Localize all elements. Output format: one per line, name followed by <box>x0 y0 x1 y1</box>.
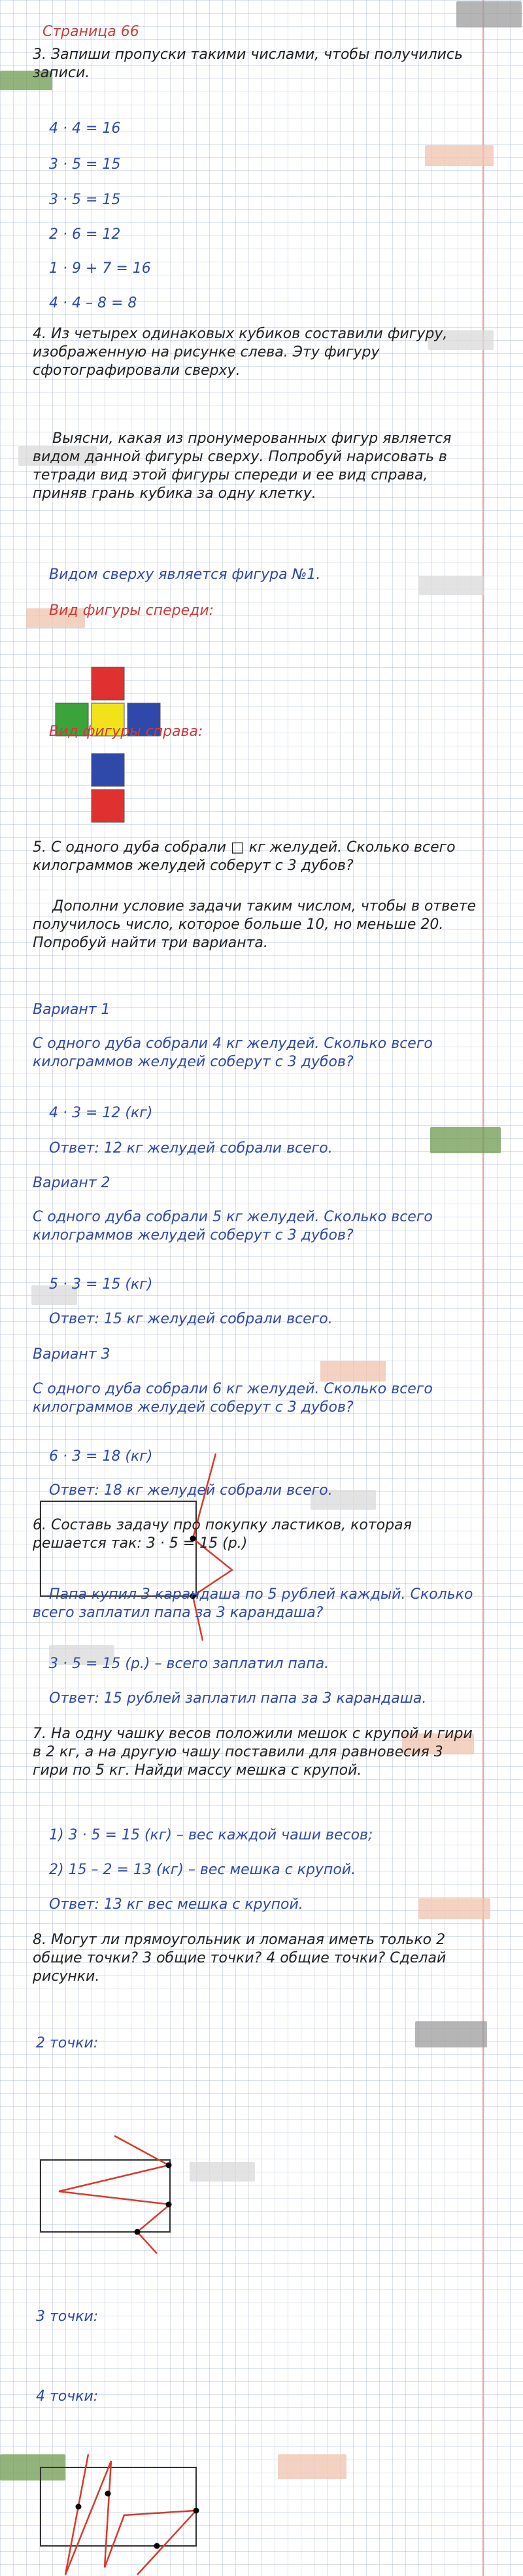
task5-text: Дополни условие задачи таким числом, чтобы в ответе получилось число, которое больше 10, но меньше 20. Попробуй найти три варианта. <box>33 898 481 951</box>
task3-line: 4 · 4 = 16 <box>49 120 121 137</box>
variant-calc: 4 · 3 = 12 (кг) <box>49 1105 153 1121</box>
variant-text: С одного дуба собрали 5 кг желудей. Сколько всего килограммов желудей соберут с 3 дубов? <box>33 1209 437 1244</box>
task6-answer: Ответ: 15 рублей заплатил папа за 3 карандаша. <box>49 1690 427 1707</box>
intersection-point <box>154 2543 160 2549</box>
variant-answer: Ответ: 12 кг желудей собрали всего. <box>49 1140 333 1157</box>
task3-line: 3 · 5 = 15 <box>49 192 121 208</box>
variant-calc: 5 · 3 = 15 (кг) <box>49 1276 153 1293</box>
intersection-point <box>166 2202 172 2208</box>
rectangle <box>41 2467 196 2546</box>
task5-heading: 5. С одного дуба собрали □ кг желудей. Сколько всего килограммов желудей соберут с 3 дубов? <box>33 839 460 874</box>
variant-label: Вариант 1 <box>33 1001 110 1018</box>
task4-heading: 4. Из четырех одинаковых кубиков составили фигуру, изображенную на рисунке слева. Эту фигуру сфотографировали сверху. <box>33 326 452 379</box>
right-view-figure <box>92 754 124 822</box>
variant-answer: Ответ: 15 кг желудей собрали всего. <box>49 1311 333 1327</box>
variant-label: Вариант 3 <box>33 1346 110 1363</box>
intersection-point <box>166 2163 172 2168</box>
task8-heading: 8. Могут ли прямоугольник и ломаная иметь только 2 общие точки? 3 общие точки? 4 общие точки? Сделай рисунки. <box>33 1932 451 1985</box>
variant-text: С одного дуба собрали 6 кг желудей. Сколько всего килограммов желудей соберут с 3 дубов? <box>33 1381 437 1416</box>
figure-four-points <box>41 2454 199 2575</box>
task3-line: 4 · 4 – 8 = 8 <box>49 295 137 311</box>
intersection-point <box>194 2508 199 2514</box>
cube-face-blue <box>92 754 124 786</box>
intersection-point <box>105 2491 111 2497</box>
task3-line: 3 · 5 = 15 <box>49 156 121 173</box>
task6-calc: 3 · 5 = 15 (р.) – всего заплатил папа. <box>49 1656 329 1672</box>
figure-three-points <box>41 2136 172 2254</box>
task4-text: Выясни, какая из пронумерованных фигур является видом данной фигуры сверху. Попробуй нарисовать в тетради вид этой фигуры спереди и ее вид справа, приняв грань кубика за одну клетку. <box>33 430 456 502</box>
figure-label-two: 2 точки: <box>36 2035 99 2051</box>
intersection-point <box>76 2504 82 2510</box>
polyline <box>59 2136 170 2254</box>
task3-heading: 3. Запиши пропуски такими числами, чтобы получились записи. <box>33 46 467 81</box>
task7-step: 2) 15 – 2 = 13 (кг) – вес мешка с крупой. <box>49 1862 356 1878</box>
cube-face-red <box>92 790 124 822</box>
variant-answer: Ответ: 18 кг желудей собрали всего. <box>49 1482 333 1499</box>
task3-line: 2 · 6 = 12 <box>49 226 121 243</box>
task6-heading: 6. Составь задачу про покупку ластиков, которая решается так: 3 · 5 = 15 (р.) <box>33 1517 416 1552</box>
task3-line: 1 · 9 + 7 = 16 <box>49 260 151 277</box>
cube-face-red <box>92 667 124 700</box>
task7-heading: 7. На одну чашку весов положили мешок с крупой и гири в 2 кг, а на другую чашу поставили для равновесия 3 гири по 5 кг. Найди массу мешка с крупой. <box>33 1726 477 1779</box>
page-title: Страница 66 <box>42 24 139 40</box>
figure-label-four: 4 точки: <box>36 2388 99 2405</box>
polyline <box>65 2454 196 2575</box>
task7-answer: Ответ: 13 кг вес мешка с крупой. <box>49 1896 303 1913</box>
figure-label-three: 3 точки: <box>36 2308 99 2325</box>
task4-answer: Видом сверху является фигура №1. <box>49 566 321 583</box>
front-view-label: Вид фигуры спереди: <box>49 602 214 619</box>
task6-problem: Папа купил 3 карандаша по 5 рублей каждый. Сколько всего заплатил папа за 3 карандаша? <box>33 1586 478 1621</box>
variant-text: С одного дуба собрали 4 кг желудей. Сколько всего килограммов желудей соберут с 3 дубов? <box>33 1036 437 1070</box>
variant-calc: 6 · 3 = 18 (кг) <box>49 1448 153 1465</box>
intersection-point <box>135 2229 141 2235</box>
variant-label: Вариант 2 <box>33 1175 110 1191</box>
task7-step: 1) 3 · 5 = 15 (кг) – вес каждой чаши весов; <box>49 1827 373 1843</box>
right-view-label: Вид фигуры справа: <box>49 723 203 740</box>
